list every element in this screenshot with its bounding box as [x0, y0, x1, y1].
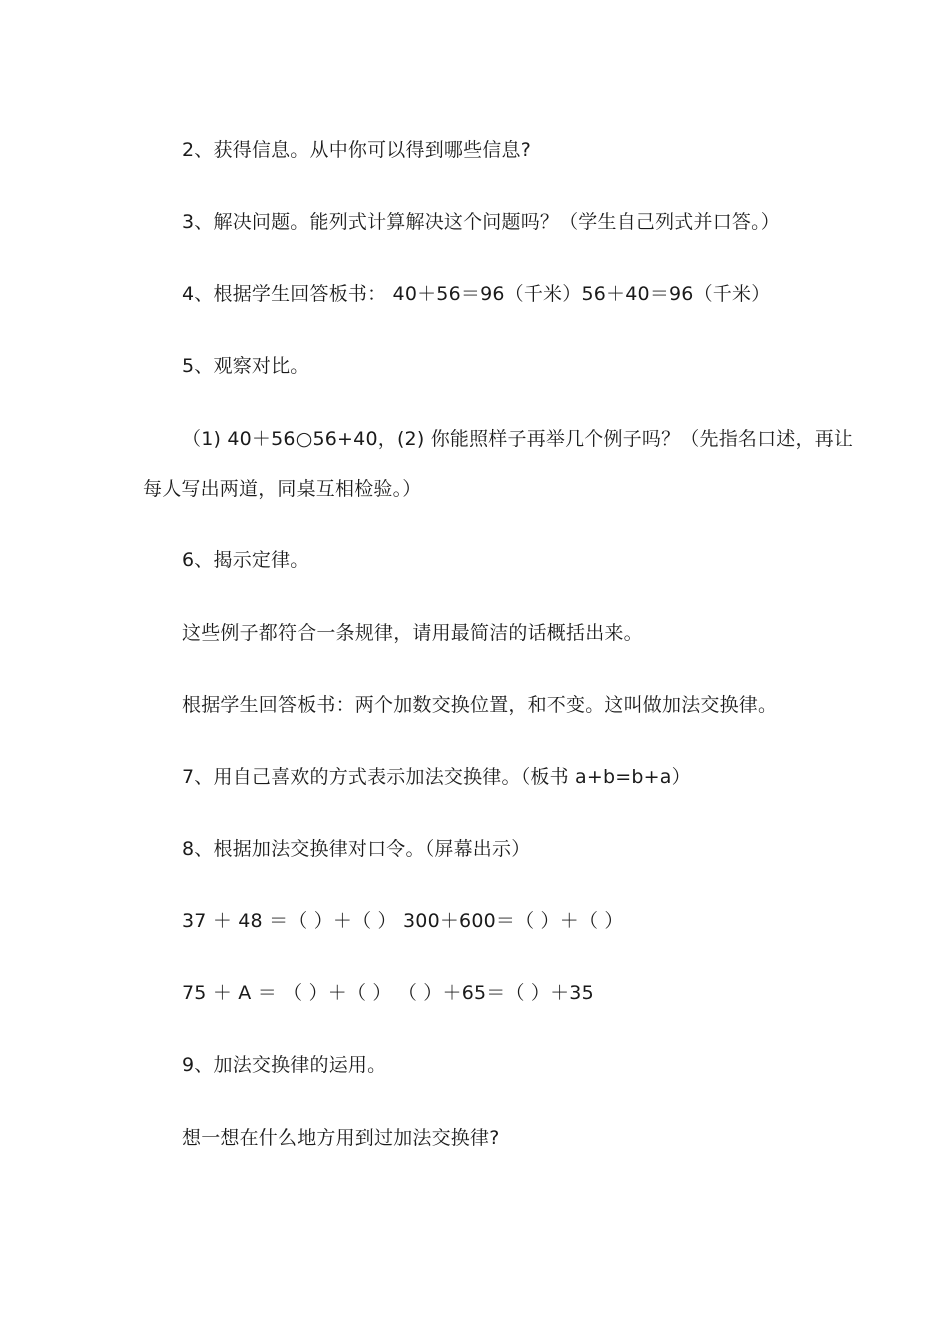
exercise-row-2: 75 ＋ A ＝ （ ）＋（ ） （ ）＋65＝（ ）＋35	[182, 982, 594, 1004]
step-7-text: 7、用自己喜欢的方式表示加法交换律。（板书 a+b=b+a）	[182, 766, 691, 788]
rule-statement-text: 根据学生回答板书：两个加数交换位置，和不变。这叫做加法交换律。	[182, 694, 778, 716]
step-5-comparison-continued: 每人写出两道，同桌互相检验。）	[143, 478, 422, 500]
step-2-text: 2、获得信息。从中你可以得到哪些信息?	[182, 139, 531, 161]
exercise-row-1: 37 ＋ 48 ＝（ ）＋（ ） 300＋600＝（ ）＋（ ）	[182, 910, 624, 932]
step-6-heading: 6、揭示定律。	[182, 549, 310, 571]
step-5-heading: 5、观察对比。	[182, 355, 310, 377]
step-8-text: 8、根据加法交换律对口令。（屏幕出示）	[182, 838, 531, 860]
reflection-question: 想一想在什么地方用到过加法交换律?	[182, 1127, 500, 1149]
step-3-text: 3、解决问题。能列式计算解决这个问题吗？（学生自己列式并口答。）	[182, 211, 780, 233]
step-4-text: 4、根据学生回答板书： 40＋56＝96（千米）56＋40＝96（千米）	[182, 283, 771, 305]
step-9-heading: 9、加法交换律的运用。	[182, 1054, 387, 1076]
rule-prompt-text: 这些例子都符合一条规律，请用最简洁的话概括出来。	[182, 622, 643, 644]
step-5-comparison-text: （1) 40＋56○56+40，(2) 你能照样子再举几个例子吗？（先指名口述，再让	[182, 428, 854, 450]
